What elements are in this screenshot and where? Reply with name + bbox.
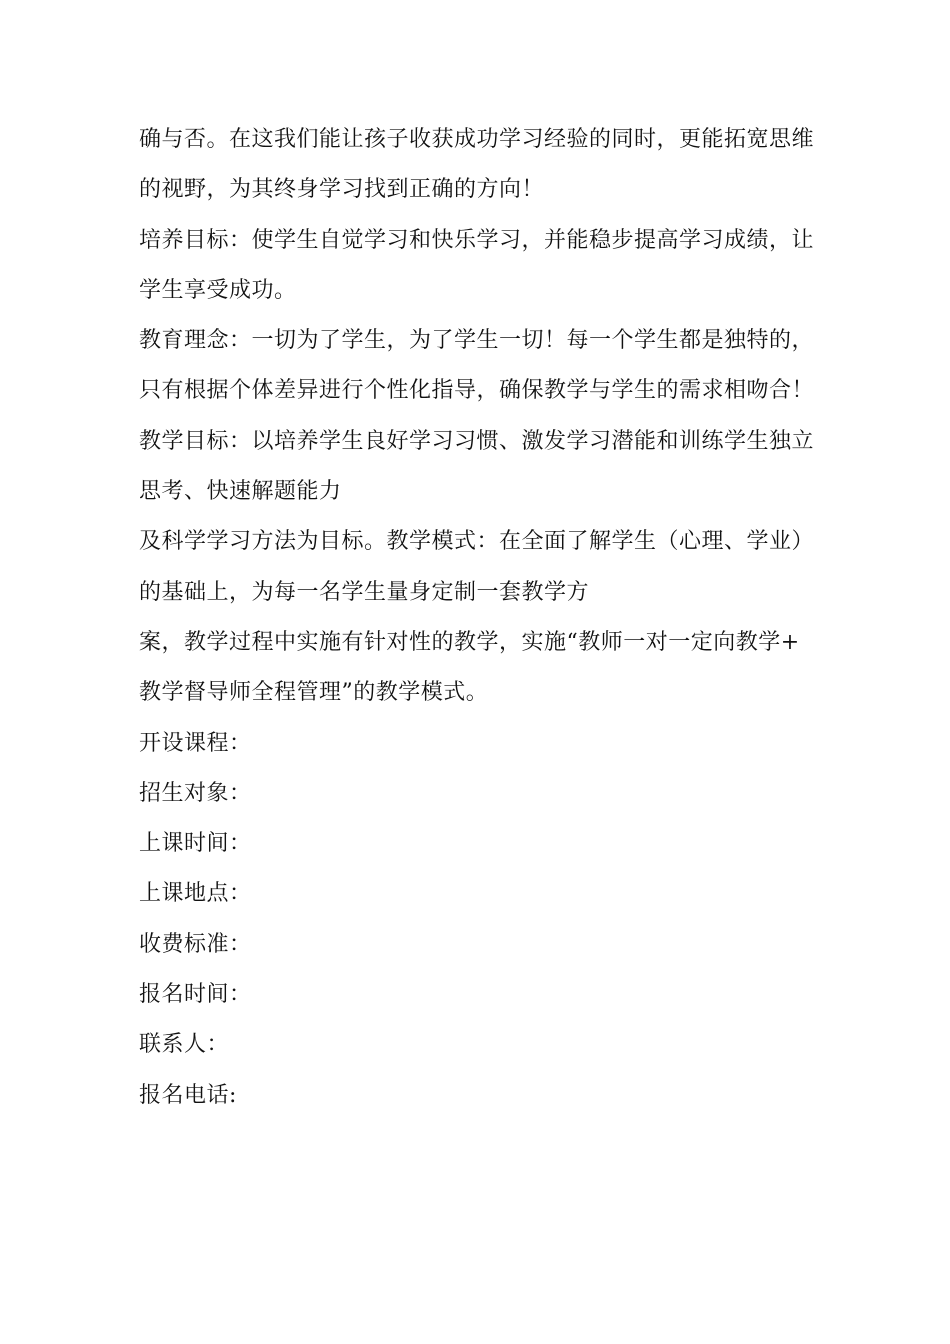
field-label-contact-person: 联系人：: [139, 1032, 230, 1058]
document-body: [139, 115, 819, 1121]
field-label-registration-phone: 报名电话:: [139, 1082, 237, 1108]
field-label-class-location: 上课地点：: [139, 881, 252, 907]
text-line: 教育理念：一切为了学生，为了学生一切！每一个学生都是独特的，: [139, 328, 815, 354]
text-line: 只有根据个体差异进行个性化指导，确保教学与学生的需求相吻合！: [139, 378, 815, 404]
text-line: 教学目标：以培养学生良好学习习惯、激发学习潜能和训练学生独立: [139, 428, 815, 454]
field-label-class-time: 上课时间：: [139, 831, 252, 857]
text-line: 确与否。在这我们能让孩子收获成功学习经验的同时，更能拓宽思维: [139, 127, 815, 152]
text-line: 的视野，为其终身学习找到正确的方向！: [139, 177, 545, 203]
text-line: 及科学学习方法为目标。教学模式：在全面了解学生（心理、学业）: [139, 529, 815, 555]
text-line: 案，教学过程中实施有针对性的教学，实施“教师一对一定向教学+: [139, 629, 800, 655]
field-label-enrollment-target: 招生对象：: [139, 780, 252, 806]
text-line: 的基础上，为每一名学生量身定制一套教学方: [139, 579, 590, 605]
text-line: 培养目标：使学生自觉学习和快乐学习，并能稳步提高学习成绩，让: [139, 227, 815, 253]
text-line: 教学督导师全程管理”的教学模式。: [139, 680, 489, 706]
field-label-courses: 开设课程：: [139, 730, 252, 756]
text-line: 思考、快速解题能力: [139, 479, 342, 505]
field-label-registration-time: 报名时间：: [139, 982, 252, 1008]
text-line: 学生享受成功。: [139, 277, 297, 303]
field-label-fees: 收费标准：: [139, 931, 252, 957]
